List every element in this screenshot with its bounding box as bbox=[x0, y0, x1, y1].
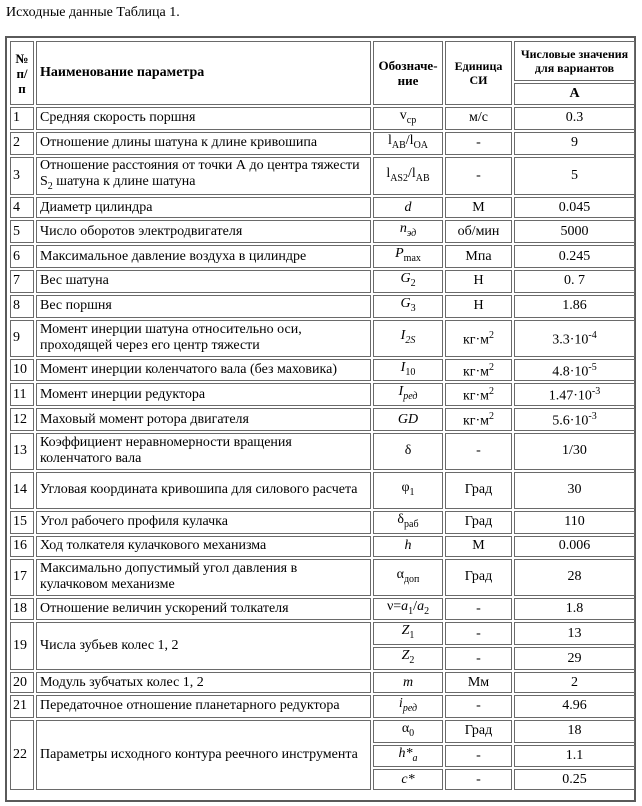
row-unit: $кг\cdot м^2$ bbox=[445, 320, 512, 357]
row-number: 2 bbox=[10, 132, 34, 155]
row-symbol: c* bbox=[373, 769, 443, 790]
row-value: 18 bbox=[514, 720, 635, 743]
row-number: 14 bbox=[10, 472, 34, 509]
row-value: 9 bbox=[514, 132, 635, 155]
row-symbol: $I_{ред}$ bbox=[373, 383, 443, 406]
row-unit: - bbox=[445, 647, 512, 670]
row-name: Угловая координата кривошипа для силового расчета bbox=[36, 472, 371, 509]
row-number: 22 bbox=[10, 720, 34, 791]
row-symbol: $I_{2S}$ bbox=[373, 320, 443, 357]
table-row bbox=[10, 672, 635, 693]
row-symbol: d bbox=[373, 197, 443, 218]
row-value: 13 bbox=[514, 622, 635, 645]
row-symbol: $I_{10}$ bbox=[373, 359, 443, 382]
header-num: № п/п bbox=[10, 41, 34, 105]
row-unit: об/мин bbox=[445, 220, 512, 243]
header-variant: А bbox=[514, 83, 635, 105]
row-symbol: $\alpha_{доп}$ bbox=[373, 559, 443, 596]
row-value: 0. 7 bbox=[514, 270, 635, 293]
row-symbol: $Z_1$ bbox=[373, 622, 443, 645]
row-symbol: $P_{max}$ bbox=[373, 245, 443, 268]
table-row bbox=[10, 720, 635, 743]
row-name: Коэффициент неравномерности вращения коленчатого вала bbox=[36, 433, 371, 470]
table-row bbox=[10, 197, 635, 218]
row-symbol: $G_3$ bbox=[373, 295, 443, 318]
row-symbol: GD bbox=[373, 408, 443, 431]
row-unit: $кг\cdot м^2$ bbox=[445, 383, 512, 406]
row-value: 0.245 bbox=[514, 245, 635, 268]
row-name: Параметры исходного контура реечного инструмента bbox=[36, 720, 371, 791]
row-name: Отношение расстояния от точки А до центра тяжести $S_2$ шатуна к длине шатуна bbox=[36, 157, 371, 196]
row-name: Числа зубьев колес 1, 2 bbox=[36, 622, 371, 670]
row-symbol: $\varphi_1$ bbox=[373, 472, 443, 509]
row-value: 29 bbox=[514, 647, 635, 670]
table-row bbox=[10, 433, 635, 470]
row-number: 3 bbox=[10, 157, 34, 196]
row-number: 12 bbox=[10, 408, 34, 431]
row-unit: - bbox=[445, 745, 512, 768]
row-name: Маховый момент ротора двигателя bbox=[36, 408, 371, 431]
table-row bbox=[10, 622, 635, 645]
row-name: Максимально допустимый угол давления в кулачковом механизме bbox=[36, 559, 371, 596]
row-symbol: h bbox=[373, 536, 443, 557]
row-name: Момент инерции редуктора bbox=[36, 383, 371, 406]
row-number: 21 bbox=[10, 695, 34, 718]
row-number: 13 bbox=[10, 433, 34, 470]
row-number: 6 bbox=[10, 245, 34, 268]
table-row bbox=[10, 220, 635, 243]
table-row bbox=[10, 598, 635, 621]
row-unit: М bbox=[445, 536, 512, 557]
row-name: Момент инерции коленчатого вала (без маховика) bbox=[36, 359, 371, 382]
header-name: Наименование параметра bbox=[36, 41, 371, 105]
row-unit: Мпа bbox=[445, 245, 512, 268]
table-row bbox=[10, 408, 635, 431]
row-unit: Град bbox=[445, 511, 512, 534]
row-value: $3.3\cdot 10^{-4}$ bbox=[514, 320, 635, 357]
row-number: 18 bbox=[10, 598, 34, 621]
row-symbol: $l_{AS2}/l_{AB}$ bbox=[373, 157, 443, 196]
row-number: 17 bbox=[10, 559, 34, 596]
table-row bbox=[10, 472, 635, 509]
row-name: Отношение длины шатуна к длине кривошипа bbox=[36, 132, 371, 155]
row-number: 7 bbox=[10, 270, 34, 293]
row-symbol: $\delta_{раб}$ bbox=[373, 511, 443, 534]
row-number: 15 bbox=[10, 511, 34, 534]
row-value: 5000 bbox=[514, 220, 635, 243]
table-row bbox=[10, 132, 635, 155]
row-name: Средняя скорость поршня bbox=[36, 107, 371, 130]
row-value: 0.045 bbox=[514, 197, 635, 218]
row-name: Вес шатуна bbox=[36, 270, 371, 293]
table-caption: Исходные данные Таблица 1. bbox=[6, 5, 180, 20]
row-number: 11 bbox=[10, 383, 34, 406]
row-value: 28 bbox=[514, 559, 635, 596]
table-row bbox=[10, 536, 635, 557]
row-symbol: $v_{ср}$ bbox=[373, 107, 443, 130]
row-unit: Град bbox=[445, 559, 512, 596]
table-row bbox=[10, 295, 635, 318]
row-unit: Н bbox=[445, 295, 512, 318]
parameters-table bbox=[8, 39, 637, 792]
row-value: 2 bbox=[514, 672, 635, 693]
row-value: 1.1 bbox=[514, 745, 635, 768]
row-number: 16 bbox=[10, 536, 34, 557]
table-row bbox=[10, 511, 635, 534]
row-name: Число оборотов электродвигателя bbox=[36, 220, 371, 243]
table-row bbox=[10, 245, 635, 268]
row-name: Диаметр цилиндра bbox=[36, 197, 371, 218]
row-name: Максимальное давление воздуха в цилиндре bbox=[36, 245, 371, 268]
row-unit: - bbox=[445, 598, 512, 621]
row-unit: - bbox=[445, 622, 512, 645]
row-symbol: $n_{эд}$ bbox=[373, 220, 443, 243]
row-value: 1.86 bbox=[514, 295, 635, 318]
table-row bbox=[10, 383, 635, 406]
row-unit: - bbox=[445, 157, 512, 196]
row-number: 19 bbox=[10, 622, 34, 670]
row-name: Ход толкателя кулачкового механизма bbox=[36, 536, 371, 557]
row-value: 0.25 bbox=[514, 769, 635, 790]
row-name: Передаточное отношение планетарного редуктора bbox=[36, 695, 371, 718]
row-number: 8 bbox=[10, 295, 34, 318]
row-value: 30 bbox=[514, 472, 635, 509]
row-name: Модуль зубчатых колес 1, 2 bbox=[36, 672, 371, 693]
row-symbol: $Z_2$ bbox=[373, 647, 443, 670]
row-symbol: δ bbox=[373, 433, 443, 470]
row-number: 4 bbox=[10, 197, 34, 218]
row-number: 5 bbox=[10, 220, 34, 243]
header-unit: Единица СИ bbox=[445, 41, 512, 105]
row-symbol: $l_{AB}/l_{OA}$ bbox=[373, 132, 443, 155]
header-values: Числовые значения для вариантов bbox=[514, 41, 635, 81]
row-symbol: $G_2$ bbox=[373, 270, 443, 293]
row-value: 5 bbox=[514, 157, 635, 196]
row-number: 9 bbox=[10, 320, 34, 357]
row-name: Момент инерции шатуна относительно оси, проходящей через его центр тяжести bbox=[36, 320, 371, 357]
row-value: 0.3 bbox=[514, 107, 635, 130]
row-symbol: $\alpha_0$ bbox=[373, 720, 443, 743]
row-value: 1/30 bbox=[514, 433, 635, 470]
row-unit: $кг\cdot м^2$ bbox=[445, 408, 512, 431]
row-unit: - bbox=[445, 769, 512, 790]
header-symbol: Обозначе- ние bbox=[373, 41, 443, 105]
table-row bbox=[10, 695, 635, 718]
table-row bbox=[10, 359, 635, 382]
row-value: $4.8\cdot 10^{-5}$ bbox=[514, 359, 635, 382]
row-symbol: $\nu=a_1/a_2$ bbox=[373, 598, 443, 621]
row-unit: Град bbox=[445, 720, 512, 743]
row-symbol: $h*_a$ bbox=[373, 745, 443, 768]
row-value: $1.47\cdot 10^{-3}$ bbox=[514, 383, 635, 406]
row-value: 4.96 bbox=[514, 695, 635, 718]
row-value: 0.006 bbox=[514, 536, 635, 557]
row-value: $5.6\cdot 10^{-3}$ bbox=[514, 408, 635, 431]
table-row bbox=[10, 107, 635, 130]
row-unit: Мм bbox=[445, 672, 512, 693]
row-number: 20 bbox=[10, 672, 34, 693]
table-row bbox=[10, 270, 635, 293]
row-name: Вес поршня bbox=[36, 295, 371, 318]
row-unit: Град bbox=[445, 472, 512, 509]
row-name: Отношение величин ускорений толкателя bbox=[36, 598, 371, 621]
row-unit: М bbox=[445, 197, 512, 218]
row-unit: - bbox=[445, 433, 512, 470]
table-row bbox=[10, 320, 635, 357]
row-unit: м/с bbox=[445, 107, 512, 130]
row-value: 110 bbox=[514, 511, 635, 534]
row-name: Угол рабочего профиля кулачка bbox=[36, 511, 371, 534]
row-number: 10 bbox=[10, 359, 34, 382]
row-unit: Н bbox=[445, 270, 512, 293]
row-unit: - bbox=[445, 695, 512, 718]
row-symbol: m bbox=[373, 672, 443, 693]
row-number: 1 bbox=[10, 107, 34, 130]
row-unit: $кг\cdot м^2$ bbox=[445, 359, 512, 382]
row-value: 1.8 bbox=[514, 598, 635, 621]
table-row bbox=[10, 559, 635, 596]
table-row bbox=[10, 157, 635, 196]
row-symbol: $i_{ред}$ bbox=[373, 695, 443, 718]
row-unit: - bbox=[445, 132, 512, 155]
